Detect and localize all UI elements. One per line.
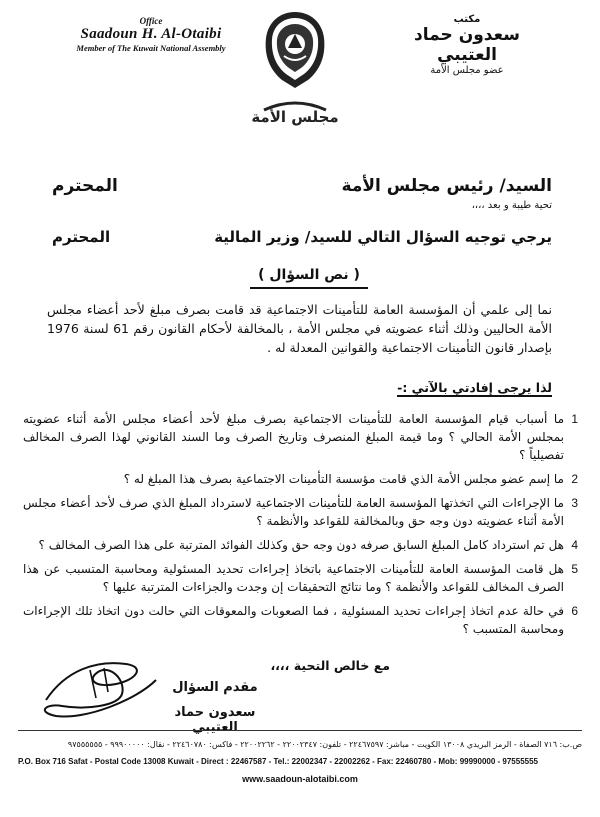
footer-divider bbox=[18, 730, 582, 731]
question-text: ما الإجراءات التي اتخذتها المؤسسة العامة للتأمينات الاجتماعية لاسترداد المبلغ الذي صرف لأحد أعضاء مجلس الأمة أثناء عضويته دون وجه حق وبالمخالفة للقواعد والأنظمة ؟ bbox=[23, 496, 564, 528]
letterhead-office-ar: مكتب bbox=[453, 14, 481, 25]
submitter-name: سعدون حماد العتيبي bbox=[174, 705, 256, 735]
signature-icon bbox=[26, 640, 166, 740]
honorific-1: المحترم bbox=[52, 176, 118, 196]
closing-greeting: مع خالص التحية ،،،، bbox=[270, 658, 390, 673]
letterhead-office-en: Office bbox=[139, 16, 163, 26]
intro-paragraph: نما إلى علمي أن المؤسسة العامة للتأمينات الاجتماعية قد قامت بصرف مبلغ لأحد أعضاء مجلس الأمة الحاليين وذلك أثناء عضويته في مجلس الأمة ، بالمخالفة لأحكام القانون رقم 61 لسنة 1976 بإصدار قانون التأمينات الاجتماعية والقوانين المعدلة له . bbox=[47, 302, 552, 355]
footer-website: www.saadoun-alotaibi.com bbox=[242, 774, 358, 784]
addressee-line-2 bbox=[52, 228, 552, 246]
questions-list bbox=[23, 410, 578, 644]
question-item bbox=[23, 470, 578, 488]
question-title: ( نص السؤال ) bbox=[250, 267, 368, 289]
emblem-caption: مجلس الأمة bbox=[251, 108, 339, 126]
question-number: 3 bbox=[571, 496, 578, 510]
question-text: هل قامت المؤسسة العامة للتأمينات الاجتماعية باتخاذ إجراءات تحديد المسئولية ومحاسبة المتسبب عن هذا الصرف المخالف للقواعد والأنظمة ؟ وما نتائج التحقيقات إن وجدت والجزاءات المترتبة عليها ؟ bbox=[23, 562, 564, 594]
footer-arabic: ص.ب: ٧١٦ الصفاة - الرمز البريدي ١٣٠٠٨ الكويت - مباشر: ٢٢٤٦٧٥٩٧ - تلفون: ٢٢٠٠٢٣٤٧ - ٢٢٠٠٢٢٦٢ - فاكس: ٢٢٤٦٠٧٨٠ - نقال: ٩٩٩٠٠٠٠٠ - ٩٧٥٥٥٥٥٥ bbox=[67, 740, 582, 749]
question-number: 6 bbox=[571, 604, 578, 618]
submitter-block bbox=[150, 680, 280, 745]
question-item bbox=[23, 494, 578, 530]
question-text: ما إسم عضو مجلس الأمة الذي قامت مؤسسة التأمينات الاجتماعية بصرف هذا المبلغ له ؟ bbox=[123, 472, 564, 486]
question-item bbox=[23, 410, 578, 464]
question-item bbox=[23, 602, 578, 638]
letterhead-name-ar: سعدون حماد العتيبي bbox=[414, 25, 520, 65]
letterhead-member-ar: عضو مجلس الأمة bbox=[430, 65, 504, 76]
honorific-2: المحترم bbox=[52, 228, 111, 246]
letterhead-member-en: Member of The Kuwait National Assembly bbox=[76, 43, 226, 53]
question-item bbox=[23, 536, 578, 554]
letterhead-arabic bbox=[382, 14, 552, 76]
addressee-minister: يرجي توجيه السؤال التالي للسيد/ وزير المالية bbox=[214, 228, 552, 246]
question-number: 5 bbox=[571, 562, 578, 576]
question-text: ما أسباب قيام المؤسسة العامة للتأمينات الاجتماعية بصرف مبلغ لأحد أعضاء مجلس الأمة أثناء عضويته بمجلس الأمة الحالي ؟ وما قيمة المبلغ المنصرف وتاريخ الصرف وما السند القانوني لهذا الصرف المخالف تفصيلياً ؟ bbox=[23, 412, 564, 462]
question-number: 2 bbox=[571, 472, 578, 486]
letterhead-name-en: Saadoun H. Al-Otaibi bbox=[80, 26, 222, 42]
question-number: 1 bbox=[571, 412, 578, 426]
question-number: 4 bbox=[571, 538, 578, 552]
letterhead-english bbox=[56, 16, 246, 53]
greeting: تحية طيبة و بعد ،،،، bbox=[471, 200, 552, 211]
question-item bbox=[23, 560, 578, 596]
question-text: في حالة عدم اتخاذ إجراءات تحديد المسئولية ، فما الصعوبات والمعوقات التي حالت دون اتخاذ تلك الإجراءات ومحاسبة المتسبب ؟ bbox=[23, 604, 564, 636]
question-text: هل تم استرداد كامل المبلغ السابق صرفه دون وجه حق وكذلك الفوائد المترتبة على هذا الصرف المخالف ؟ bbox=[38, 538, 564, 552]
footer-english: P.O. Box 716 Safat - Postal Code 13008 Kuwait - Direct : 22467587 - Tel.: 22002347 - 22002262 - Fax: 22460780 - Mob: 99990000 - 97555555 bbox=[18, 757, 538, 766]
national-assembly-emblem bbox=[251, 8, 339, 128]
addressee-speaker: السيد/ رئيس مجلس الأمة bbox=[341, 176, 552, 196]
addressee-line-1 bbox=[52, 176, 552, 196]
submitter-label: مقدم السؤال bbox=[172, 680, 258, 695]
questions-lead: لذا يرجى إفادتي بالآتي :- bbox=[397, 380, 552, 395]
